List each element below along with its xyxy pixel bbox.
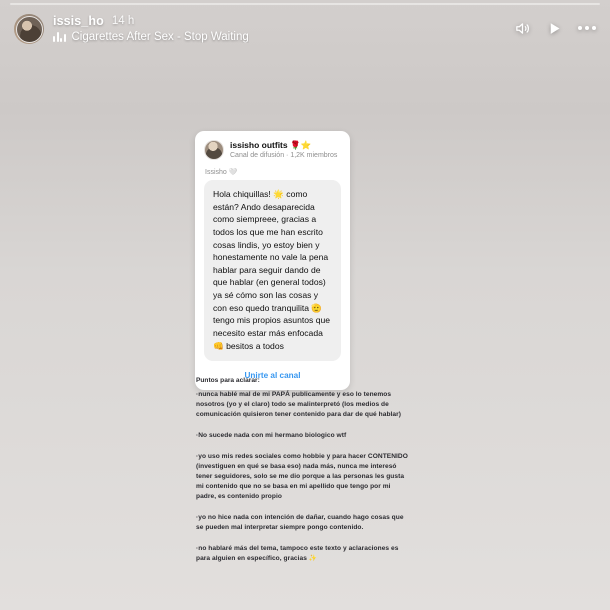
story-caption	[196, 376, 408, 575]
channel-subtitle: Canal de difusión · 1,2K miembros	[230, 151, 338, 159]
more-options-icon[interactable]	[578, 26, 596, 30]
caption-paragraph: ·yo no hice nada con intención de dañar, cuando hago cosas que se pueden mal interpretar siempre pongo contenido.	[196, 513, 404, 531]
channel-avatar	[204, 140, 224, 160]
speaker-icon[interactable]	[514, 20, 531, 37]
story-user-info	[53, 14, 514, 43]
music-track-label: Cigarettes After Sex - Stop Waiting	[71, 30, 249, 43]
story-header-actions	[514, 20, 596, 37]
music-bars-icon	[53, 31, 66, 42]
caption-heading: Puntos para aclarar:	[196, 377, 260, 384]
join-channel-button[interactable]: Unirte al canal	[244, 371, 301, 381]
caption-paragraph: ·yo uso mis redes sociales como hobbie y para hacer CONTENIDO (investiguen en qué se basa eso) nada más, nunca me interesó tener seguidores, solo se me dio porque a las personas les gusta mi contenido que no se basa en mi apellido que tengo por mi padre, es contenido propio	[196, 452, 408, 500]
caption-paragraph: ·nunca hablé mal de mi PAPÁ publicamente y eso lo tenemos nosotros (yo y el claro) todo se malinterpretó (los medios de comunicación quisieron tener contenido para dar de qué hablar)	[196, 390, 401, 418]
username[interactable]: issis_ho	[53, 13, 104, 28]
story-music-attribution[interactable]	[53, 31, 514, 43]
avatar-image	[16, 16, 43, 43]
timestamp: 14 h	[111, 14, 135, 27]
channel-card-titles	[230, 140, 337, 159]
channel-title: issisho outfits 🌹⭐	[230, 140, 312, 150]
channel-card-header	[204, 140, 341, 160]
caption-paragraph: ·No sucede nada con mi hermano biologico wtf	[196, 431, 347, 439]
story-user-line	[53, 14, 514, 28]
avatar[interactable]	[14, 14, 44, 44]
play-icon[interactable]	[547, 21, 562, 36]
broadcast-channel-card[interactable]	[195, 131, 350, 390]
story-header	[0, 0, 610, 48]
message-sender: Issisho 🤍	[205, 169, 238, 176]
message-bubble: Hola chiquillas! 🌟 como están? Ando desaparecida como siempreee, gracias a todos los que me han escrito cosas lindis, yo estoy bien y honestamente no vale la pena hablar para seguir dando de que hablar (en general todos) ya sé cómo son las cosas y con eso quedo tranquilita 🫡 tengo mis propios asuntos que necesito estar más enfocada 👊 besitos a todos	[204, 180, 341, 361]
caption-paragraph: ·no hablaré más del tema, tampoco este texto y aclaraciones es para alguien en específico, gracias ✨	[196, 544, 399, 562]
